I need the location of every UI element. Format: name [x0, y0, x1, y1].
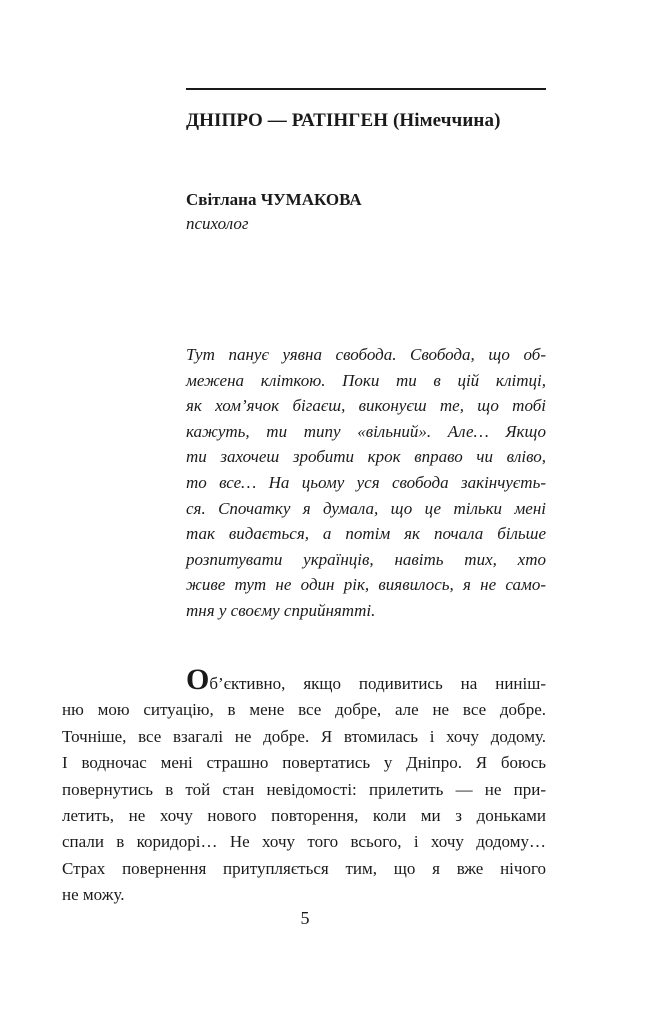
body-line: летить, не хочу нового повторення, коли ми з доньками [62, 806, 546, 826]
quote-line: розпитувати українців, навіть тих, хто [186, 549, 546, 569]
page-number: 5 [300, 908, 310, 928]
body-line: І водночас мені страшно повертатись у Дніпро. Я боюсь [62, 753, 546, 773]
header-rule [186, 88, 546, 90]
chapter-title: ДНІПРО — РАТІНГЕН (Німеччина) [186, 110, 501, 131]
body-line: Страх повернення притупляється тим, що я вже нічого [62, 858, 546, 878]
body-line: повернутись в той стан невідомості: прилетить — не при- [62, 779, 546, 799]
body-line: не можу. [62, 885, 125, 905]
epigraph-quote [186, 342, 546, 624]
quote-line: ся. Спочатку я думала, що це тільки мені [186, 498, 546, 518]
body-line: Точніше, все взагалі не добре. Я втомилась і хочу додому. [62, 726, 546, 746]
quote-line: тня у своєму сприйнятті. [186, 600, 376, 620]
quote-line: межена кліткою. Поки ти в цій клітці, [186, 370, 546, 390]
quote-line: живе тут не один рік, виявилось, я не само- [186, 575, 546, 595]
quote-line: то все… На цьому уся свобода закінчуєть- [186, 472, 546, 492]
author-role: психолог [186, 214, 249, 233]
quote-line: Тут панує уявна свобода. Свобода, що об- [186, 345, 546, 364]
body-paragraph [62, 663, 546, 909]
drop-cap: О [186, 663, 210, 696]
body-line-text: б’єктивно, якщо подивитись на ниніш- [209, 674, 546, 693]
quote-line: як хом’ячок бігаєш, виконуєш те, що тобі [186, 396, 546, 416]
body-line [62, 663, 546, 697]
quote-line: кажуть, ти типу «вільний». Але… Якщо [186, 421, 546, 441]
author-name: Світлана ЧУМАКОВА [186, 190, 362, 209]
body-line: ню мою ситуацію, в мене все добре, але не все добре. [62, 700, 546, 720]
body-line: спали в коридорі… Не хочу того всього, і хочу додому… [62, 832, 546, 852]
quote-line: так видається, а потім як почала більше [186, 524, 546, 544]
quote-line: ти захочеш зробити крок вправо чи вліво, [186, 447, 546, 467]
